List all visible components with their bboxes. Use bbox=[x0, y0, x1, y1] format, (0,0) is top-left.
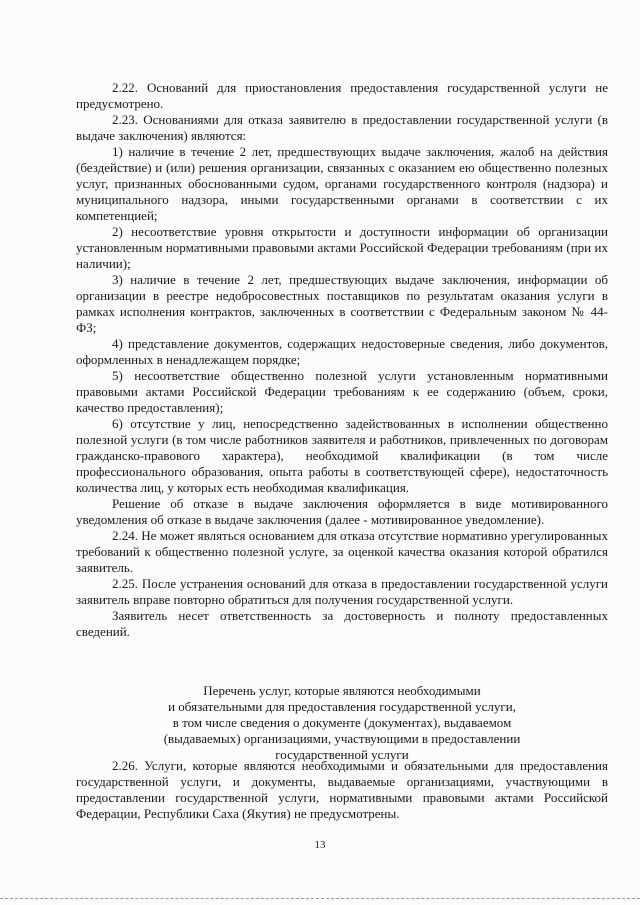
list-item-4: 4) представление документов, содержащих недостоверные сведения, либо документов, оформленных в ненадлежащем порядке; bbox=[76, 336, 608, 367]
document-body bbox=[76, 80, 608, 640]
heading-line: в том числе сведения о документе (документах), выдаваемом bbox=[172, 715, 512, 730]
paragraph-2-23: 2.23. Основаниями для отказа заявителю в предоставлении государственной услуги (в выдаче заключения) являются: bbox=[76, 112, 608, 143]
heading-line: государственной услуги bbox=[275, 747, 409, 762]
paragraph-2-22: 2.22. Оснований для приостановления предоставления государственной услуги не предусмотрено. bbox=[76, 80, 608, 111]
page-number: 13 bbox=[314, 839, 326, 851]
paragraph-2-25: 2.25. После устранения оснований для отказа в предоставлении государственной услуги заявитель вправе повторно обратиться для получения государственной услуги. bbox=[76, 576, 608, 607]
list-item-3: 3) наличие в течение 2 лет, предшествующих выдаче заключения, информации об организации в реестре недобросовестных поставщиков по результатам оказания услуги в рамках исполнения контрактов, заключенных в соответствии с Федеральным законом № 44-ФЗ; bbox=[76, 272, 608, 335]
list-item-2: 2) несоответствие уровня открытости и доступности информации об организации установленным нормативными правовыми актами Российской Федерации требованиям (при их наличии); bbox=[76, 224, 608, 271]
heading-line: и обязательными для предоставления государственной услуги, bbox=[168, 699, 516, 714]
scan-edge-line bbox=[0, 898, 640, 899]
list-item-1: 1) наличие в течение 2 лет, предшествующих выдаче заключения, жалоб на действия (бездействие) и (или) решения организации, связанных с оказанием ею общественно полезных услуг, признанных обоснованными судом, органами государственного контроля (надзора) и муниципального надзора, иными государственными органами в соответствии с их компетенцией; bbox=[76, 144, 608, 223]
paragraph-2-26: 2.26. Услуги, которые являются необходимыми и обязательными для предоставления государственной услуги, и документы, выдаваемые организациями, участвующими в предоставлении государственной услуги, нормативными правовыми актами Российской Федерации, Республики Саха (Якутия) не предусмотрены. bbox=[76, 758, 608, 821]
final-section bbox=[76, 758, 608, 822]
list-item-6: 6) отсутствие у лиц, непосредственно задействованных в исполнении общественно полезной услуги (в том числе работников заявителя и работников, привлеченных по договорам гражданско-правового характера), необходимой квалификации (в том числе профессионального образования, опыта работы в соответствующей сфере), недостаточность количества лиц, у которых есть необходимая квалификация. bbox=[76, 416, 608, 495]
paragraph-2-24: 2.24. Не может являться основанием для отказа отсутствие нормативно урегулированных требований к общественно полезной услуге, за оценкой качества оказания которой обратился заявитель. bbox=[76, 528, 608, 575]
section-heading bbox=[76, 683, 608, 763]
paragraph-refusal-decision: Решение об отказе в выдаче заключения оформляется в виде мотивированного уведомления об отказе в выдаче заключения (далее - мотивированное уведомление). bbox=[76, 496, 608, 527]
heading-line: Перечень услуг, которые являются необходимыми bbox=[203, 683, 481, 698]
list-item-5: 5) несоответствие общественно полезной услуги установленным нормативными правовыми актами Российской Федерации требованиям к ее содержанию (объем, сроки, качество предоставления); bbox=[76, 368, 608, 415]
paragraph-applicant-responsibility: Заявитель несет ответственность за достоверность и полноту предоставленных сведений. bbox=[76, 608, 608, 639]
heading-line: (выдаваемых) организациями, участвующими в предоставлении bbox=[163, 731, 521, 746]
